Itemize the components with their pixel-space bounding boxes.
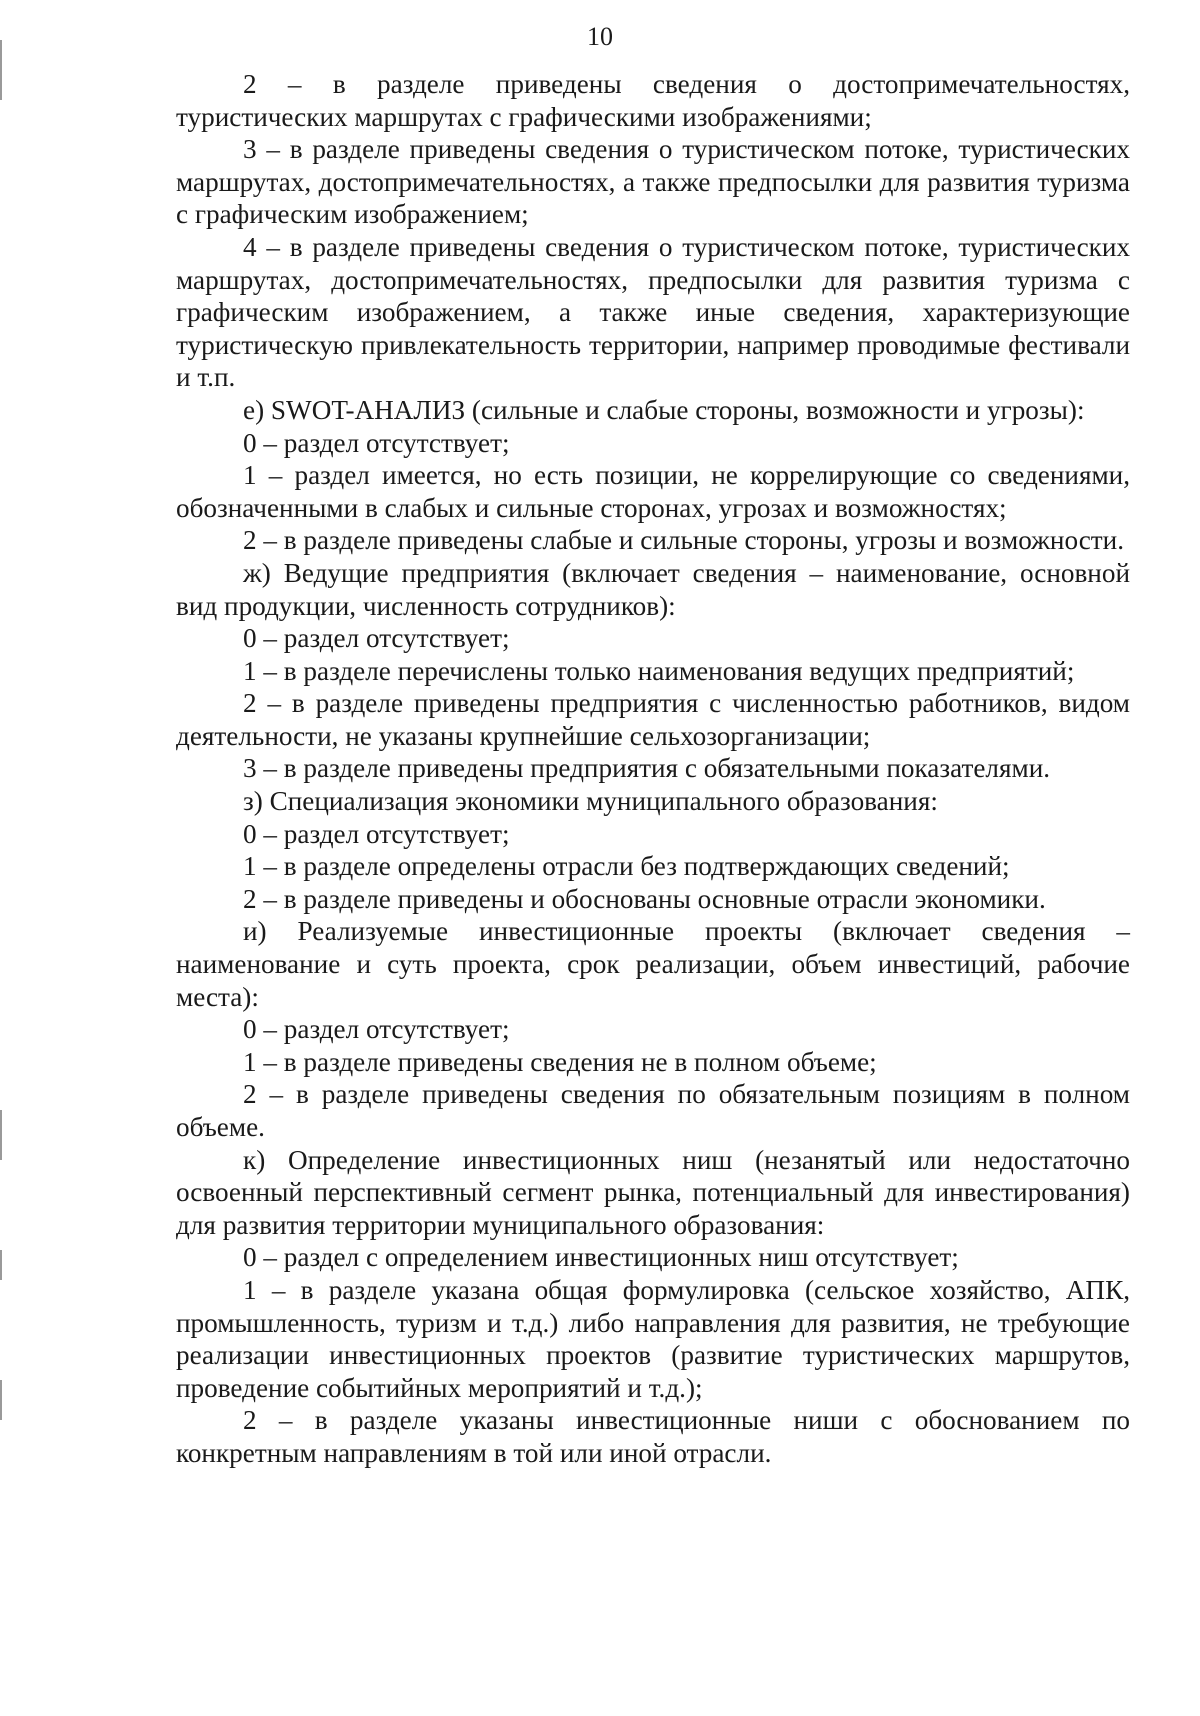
scan-edge-mark <box>0 1250 2 1280</box>
scan-edge-mark <box>0 40 2 100</box>
paragraph: 2 – в разделе приведены предприятия с численностью работников, видом деятельности, не указаны крупнейшие сельхозорганизации; <box>176 688 1130 751</box>
paragraph: 3 – в разделе приведены предприятия с обязательными показателями. <box>243 753 1051 784</box>
paragraph: 2 – в разделе приведены слабые и сильные стороны, угрозы и возможности. <box>243 525 1125 556</box>
page-number: 10 <box>587 22 613 51</box>
paragraph: з) Специализация экономики муниципального образования: <box>243 786 938 817</box>
paragraph: 1 – в разделе определены отрасли без подтверждающих сведений; <box>243 851 1010 882</box>
paragraph: 0 – раздел отсутствует; <box>243 818 510 849</box>
paragraph: 0 – раздел отсутствует; <box>243 427 510 458</box>
paragraph: 1 – в разделе перечислены только наименования ведущих предприятий; <box>243 655 1075 686</box>
paragraph: 2 – в разделе приведены сведения о достопримечательностях, туристических маршрутах с графическими изображениями; <box>176 69 1130 132</box>
paragraph: 0 – раздел с определением инвестиционных ниш отсутствует; <box>243 1242 959 1273</box>
paragraph: 1 – в разделе приведены сведения не в полном объеме; <box>243 1046 877 1077</box>
paragraph: 2 – в разделе указаны инвестиционные ниши с обоснованием по конкретным направлениям в той или иной отрасли. <box>176 1405 1130 1468</box>
paragraph: 0 – раздел отсутствует; <box>243 1014 510 1045</box>
paragraph: ж) Ведущие предприятия (включает сведения – наименование, основной вид продукции, численность сотрудников): <box>176 557 1130 621</box>
paragraph: е) SWOT-АНАЛИЗ (сильные и слабые стороны, возможности и угрозы): <box>243 394 1085 425</box>
paragraph: 4 – в разделе приведены сведения о туристическом потоке, туристических маршрутах, достопримечательностях, предпосылки для развития туризма с графическим изображением, а также иные сведения, характеризующие туристическую привлекательность территории, например проводимые фестивали и т.п. <box>176 231 1130 393</box>
paragraph: 1 – раздел имеется, но есть позиции, не коррелирующие со сведениями, обозначенными в слабых и сильные сторонах, угрозах и возможностях; <box>176 460 1130 523</box>
paragraph: к) Определение инвестиционных ниш (незанятый или недостаточно освоенный перспективный сегмент рынка, потенциальный для инвестирования) для развития территории муниципального образования: <box>176 1144 1130 1240</box>
paragraph: и) Реализуемые инвестиционные проекты (включает сведения – наименование и суть проекта, срок реализации, объем инвестиций, рабочие места): <box>176 916 1130 1012</box>
scan-edge-mark <box>0 1380 2 1420</box>
paragraph: 1 – в разделе указана общая формулировка (сельское хозяйство, АПК, промышленность, туризм и т.д.) либо направления для развития, не требующие реализации инвестиционных проектов (развитие туристических маршрутов, проведение событийных мероприятий и т.д.); <box>176 1274 1130 1403</box>
paragraph: 0 – раздел отсутствует; <box>243 623 510 654</box>
document-body <box>176 68 1130 1470</box>
paragraph: 2 – в разделе приведены и обоснованы основные отрасли экономики. <box>243 883 1046 914</box>
paragraph: 2 – в разделе приведены сведения по обязательным позициям в полном объеме. <box>176 1079 1130 1142</box>
paragraph: 3 – в разделе приведены сведения о туристическом потоке, туристических маршрутах, достопримечательностях, а также предпосылки для развития туризма с графическим изображением; <box>176 134 1130 230</box>
scan-edge-mark <box>0 1110 2 1160</box>
